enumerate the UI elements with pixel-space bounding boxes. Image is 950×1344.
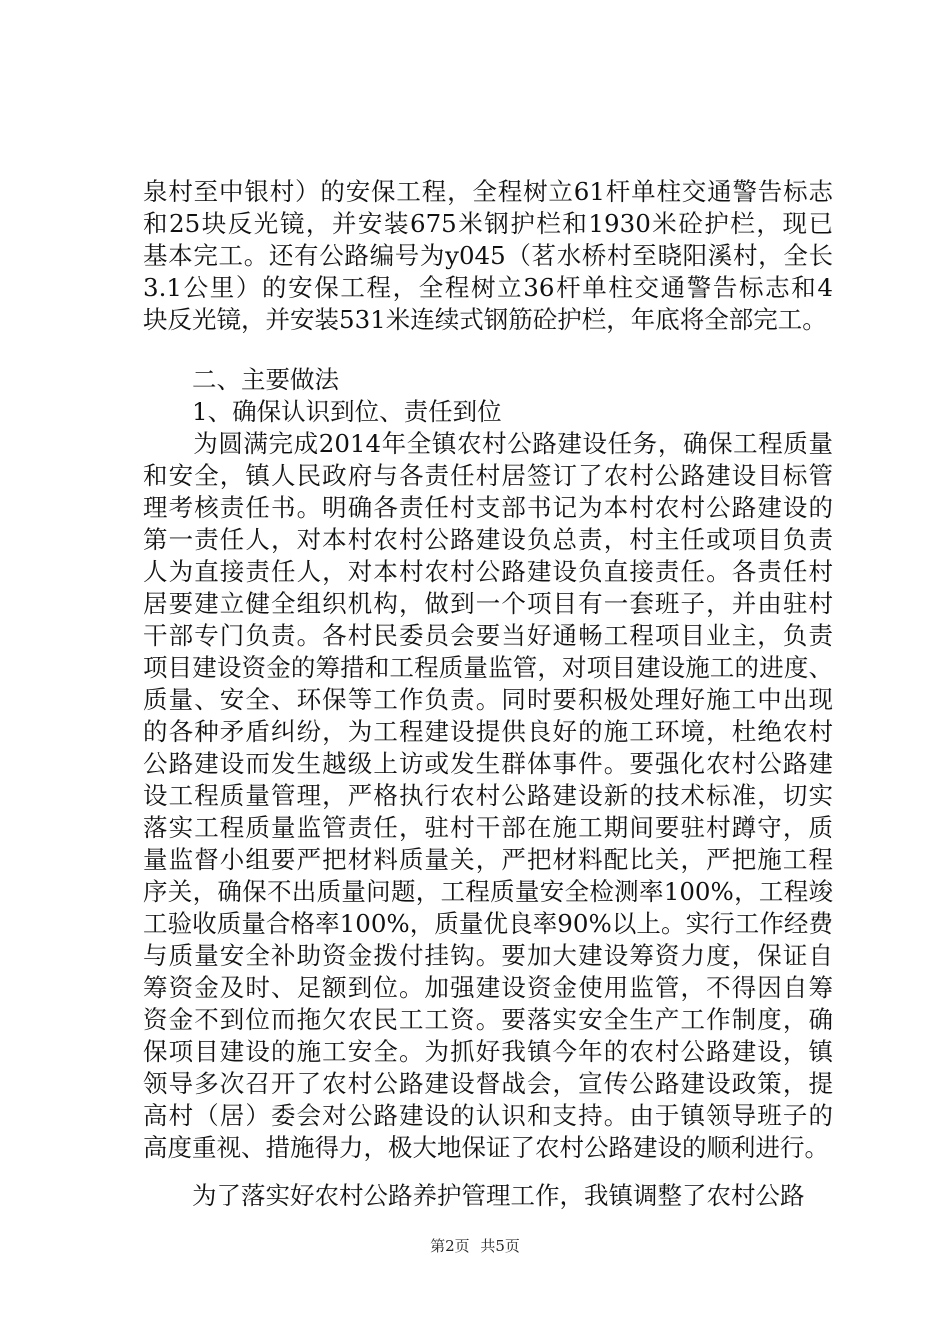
page-number: 第2页 <box>430 1237 470 1255</box>
text-line: 项目建设资金的筹措和工程质量监管，对项目建设施工的进度、 <box>143 653 833 682</box>
text-line: 质量、安全、环保等工作负责。同时要积极处理好施工中出现 <box>143 685 833 714</box>
text-line: 保项目建设的施工安全。为抓好我镇今年的农村公路建设，镇 <box>143 1037 833 1066</box>
text-line: 理考核责任书。明确各责任村支部书记为本村农村公路建设的 <box>143 493 833 522</box>
text-line: 落实工程质量监管责任，驻村干部在施工期间要驻村蹲守，质 <box>143 813 833 842</box>
text-line: 领导多次召开了农村公路建设督战会，宣传公路建设政策，提 <box>143 1069 833 1098</box>
text-line: 为圆满完成2014年全镇农村公路建设任务，确保工程质量 <box>143 429 833 458</box>
text-line: 高度重视、措施得力，极大地保证了农村公路建设的顺利进行。 <box>143 1133 829 1162</box>
text-line: 块反光镜，并安装531米连续式钢筋砼护栏，年底将全部完工。 <box>143 305 827 334</box>
text-line: 干部专门负责。各村民委员会要当好通畅工程项目业主，负责 <box>143 621 833 650</box>
text-line: 人为直接责任人，对本村农村公路建设负直接责任。各责任村 <box>143 557 833 586</box>
text-line: 量监督小组要严把材料质量关，严把材料配比关，严把施工程 <box>143 845 833 874</box>
text-line: 为了落实好农村公路养护管理工作，我镇调整了农村公路 <box>143 1181 805 1210</box>
text-line: 资金不到位而拖欠农民工工资。要落实安全生产工作制度，确 <box>143 1005 833 1034</box>
text-line: 序关，确保不出质量问题，工程质量安全检测率100%，工程竣 <box>143 877 833 906</box>
text-line: 1、确保认识到位、责任到位 <box>143 397 502 426</box>
text-line: 高村（居）委会对公路建设的认识和支持。由于镇领导班子的 <box>143 1101 833 1130</box>
text-line: 和25块反光镜，并安装675米钢护栏和1930米砼护栏，现已 <box>143 209 833 238</box>
text-line: 居要建立健全组织机构，做到一个项目有一套班子，并由驻村 <box>143 589 833 618</box>
text-line: 第一责任人，对本村农村公路建设负总责，村主任或项目负责 <box>143 525 833 554</box>
text-line: 的各种矛盾纠纷，为工程建设提供良好的施工环境，杜绝农村 <box>143 717 833 746</box>
text-line: 工验收质量合格率100%，质量优良率90%以上。实行工作经费 <box>143 909 833 938</box>
page-footer <box>0 1236 950 1256</box>
text-line: 和安全，镇人民政府与各责任村居签订了农村公路建设目标管 <box>143 461 833 490</box>
text-line: 设工程质量管理，严格执行农村公路建设新的技术标准，切实 <box>143 781 833 810</box>
text-line: 基本完工。还有公路编号为y045（茗水桥村至晓阳溪村，全长 <box>143 241 833 270</box>
text-line: 泉村至中银村）的安保工程，全程树立61杆单柱交通警告标志 <box>143 177 833 206</box>
text-line: 3.1公里）的安保工程，全程树立36杆单柱交通警告标志和4 <box>143 273 833 302</box>
text-line: 二、主要做法 <box>143 365 339 394</box>
text-line: 筹资金及时、足额到位。加强建设资金使用监管，不得因自筹 <box>143 973 833 1002</box>
text-line: 与质量安全补助资金拨付挂钩。要加大建设筹资力度，保证自 <box>143 941 833 970</box>
page-total: 共5页 <box>480 1237 520 1255</box>
text-line: 公路建设而发生越级上访或发生群体事件。要强化农村公路建 <box>143 749 833 778</box>
